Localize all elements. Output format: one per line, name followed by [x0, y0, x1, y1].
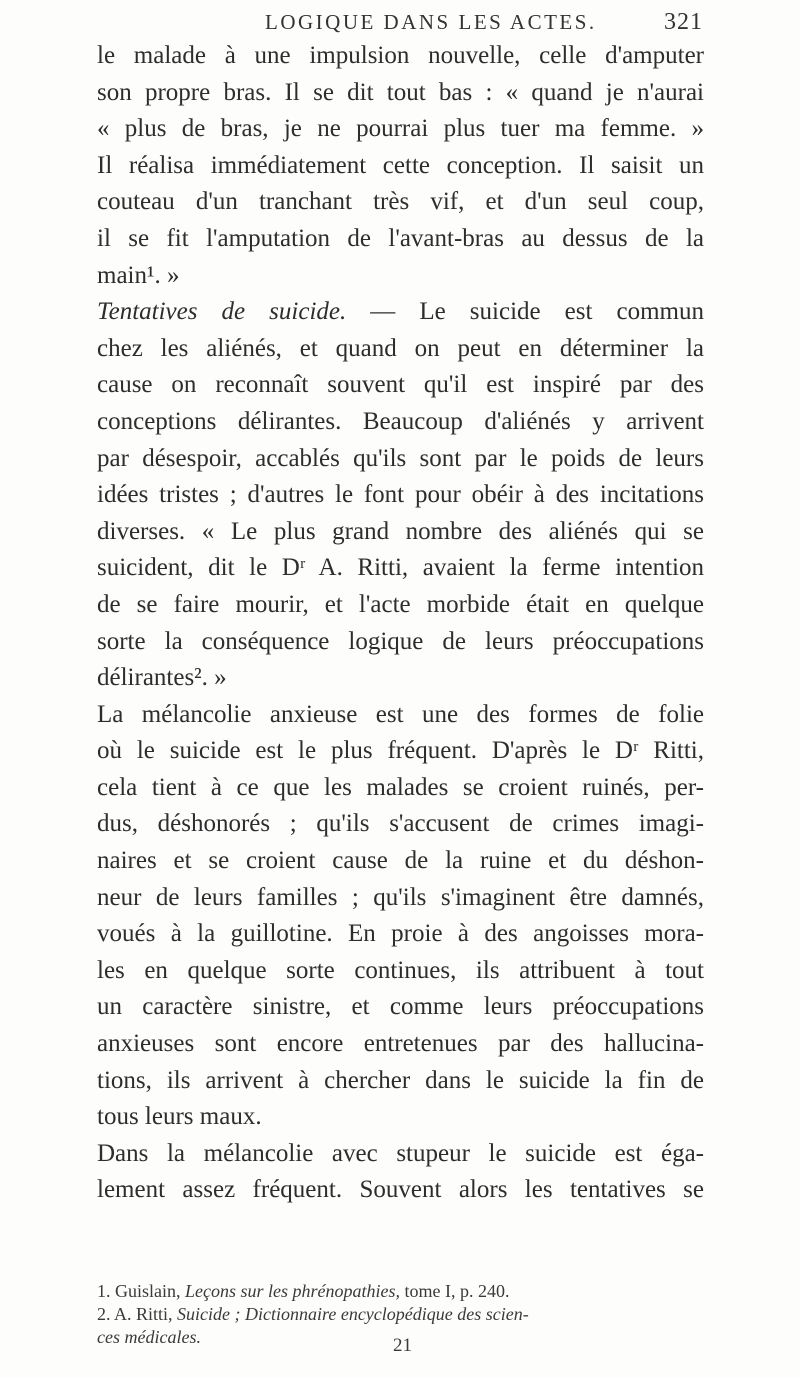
text-line: « plus de bras, je ne pourrai plus tuer ma femme. »: [97, 115, 704, 143]
text-line: par désespoir, accablés qu'ils sont par le poids de leurs: [97, 444, 704, 472]
printer-signature-mark: 21: [393, 1335, 412, 1356]
text-line: le malade à une impulsion nouvelle, celle d'amputer: [97, 42, 704, 69]
page-number: 321: [664, 9, 703, 35]
section-heading-text: — Le suicide est commun: [346, 298, 704, 326]
text-line: diverses. « Le plus grand nombre des aliénés qui se: [97, 517, 704, 545]
text-line: couteau d'un tranchant très vif, et d'un seul coup,: [97, 188, 704, 216]
footnote-title: Leçons sur les phrénopathies,: [185, 1281, 400, 1301]
text-line: La mélancolie anxieuse est une des formes de folie: [97, 700, 704, 728]
text-line: dus, déshonorés ; qu'ils s'accusent de crimes imagi-: [97, 810, 704, 838]
text-line: Dans la mélancolie avec stupeur le suicide est éga-: [97, 1139, 704, 1167]
footnote-author: A. Ritti,: [114, 1304, 173, 1324]
text-line: conceptions délirantes. Beaucoup d'aliénés y arrivent: [97, 407, 704, 435]
text-line: voués à la guillotine. En proie à des angoisses mora-: [97, 920, 704, 948]
text-line: naires et se croient cause de la ruine et du déshon-: [97, 847, 704, 875]
text-line: neur de leurs familles ; qu'ils s'imaginent être damnés,: [97, 883, 704, 911]
text-line: chez les aliénés, et quand on peut en déterminer la: [97, 334, 704, 362]
text-line: les en quelque sorte continues, ils attribuent à tout: [97, 956, 704, 984]
running-head-title: LOGIQUE DANS LES ACTES.: [265, 10, 597, 34]
running-head: [265, 4, 703, 40]
footnote-reference: tome I, p. 240.: [404, 1281, 510, 1301]
text-line: tous leurs maux.: [97, 1103, 262, 1131]
footnote-1: [97, 1280, 704, 1303]
text-line: sorte la conséquence logique de leurs préoccupations: [97, 627, 704, 655]
footnote-author: Guislain,: [115, 1281, 181, 1301]
text-line: lement assez fréquent. Souvent alors les tentatives se: [97, 1176, 704, 1204]
text-line: cause on reconnaît souvent qu'il est inspiré par des: [97, 371, 704, 399]
text-line: délirantes². »: [97, 664, 227, 692]
footnote-title: Suicide ; Dictionnaire encyclopédique des scien-: [177, 1304, 529, 1324]
text-line: anxieuses sont encore entretenues par des hallucina-: [97, 1030, 704, 1058]
footnote-title-continued: ces médicales.: [97, 1327, 201, 1347]
footnote-number: 2.: [97, 1304, 111, 1324]
text-line: cela tient à ce que les malades se croient ruinés, per-: [97, 773, 704, 801]
text-line: idées tristes ; d'autres le font pour obéir à des incitations: [97, 481, 704, 509]
text-line: il se fit l'amputation de l'avant-bras au dessus de la: [97, 224, 704, 252]
section-heading: Tentatives de suicide.: [97, 298, 347, 326]
text-line: de se faire mourir, et l'acte morbide était en quelque: [97, 590, 704, 618]
text-line: où le suicide est le plus fréquent. D'après le Dʳ Ritti,: [97, 737, 704, 765]
text-line: tions, ils arrivent à chercher dans le suicide la fin de: [97, 1066, 704, 1094]
text-line: Il réalisa immédiatement cette conception. Il saisit un: [97, 151, 704, 179]
text-line: un caractère sinistre, et comme leurs préoccupations: [97, 993, 704, 1021]
body-text: [97, 38, 704, 1209]
section-heading-line: [97, 294, 704, 331]
text-line: main¹. »: [97, 261, 180, 289]
footnote-number: 1.: [97, 1281, 111, 1301]
text-line: suicident, dit le Dʳ A. Ritti, avaient la ferme intention: [97, 554, 704, 582]
footnote-2: [97, 1303, 704, 1326]
text-line: son propre bras. Il se dit tout bas : « quand je n'aurai: [97, 78, 704, 106]
